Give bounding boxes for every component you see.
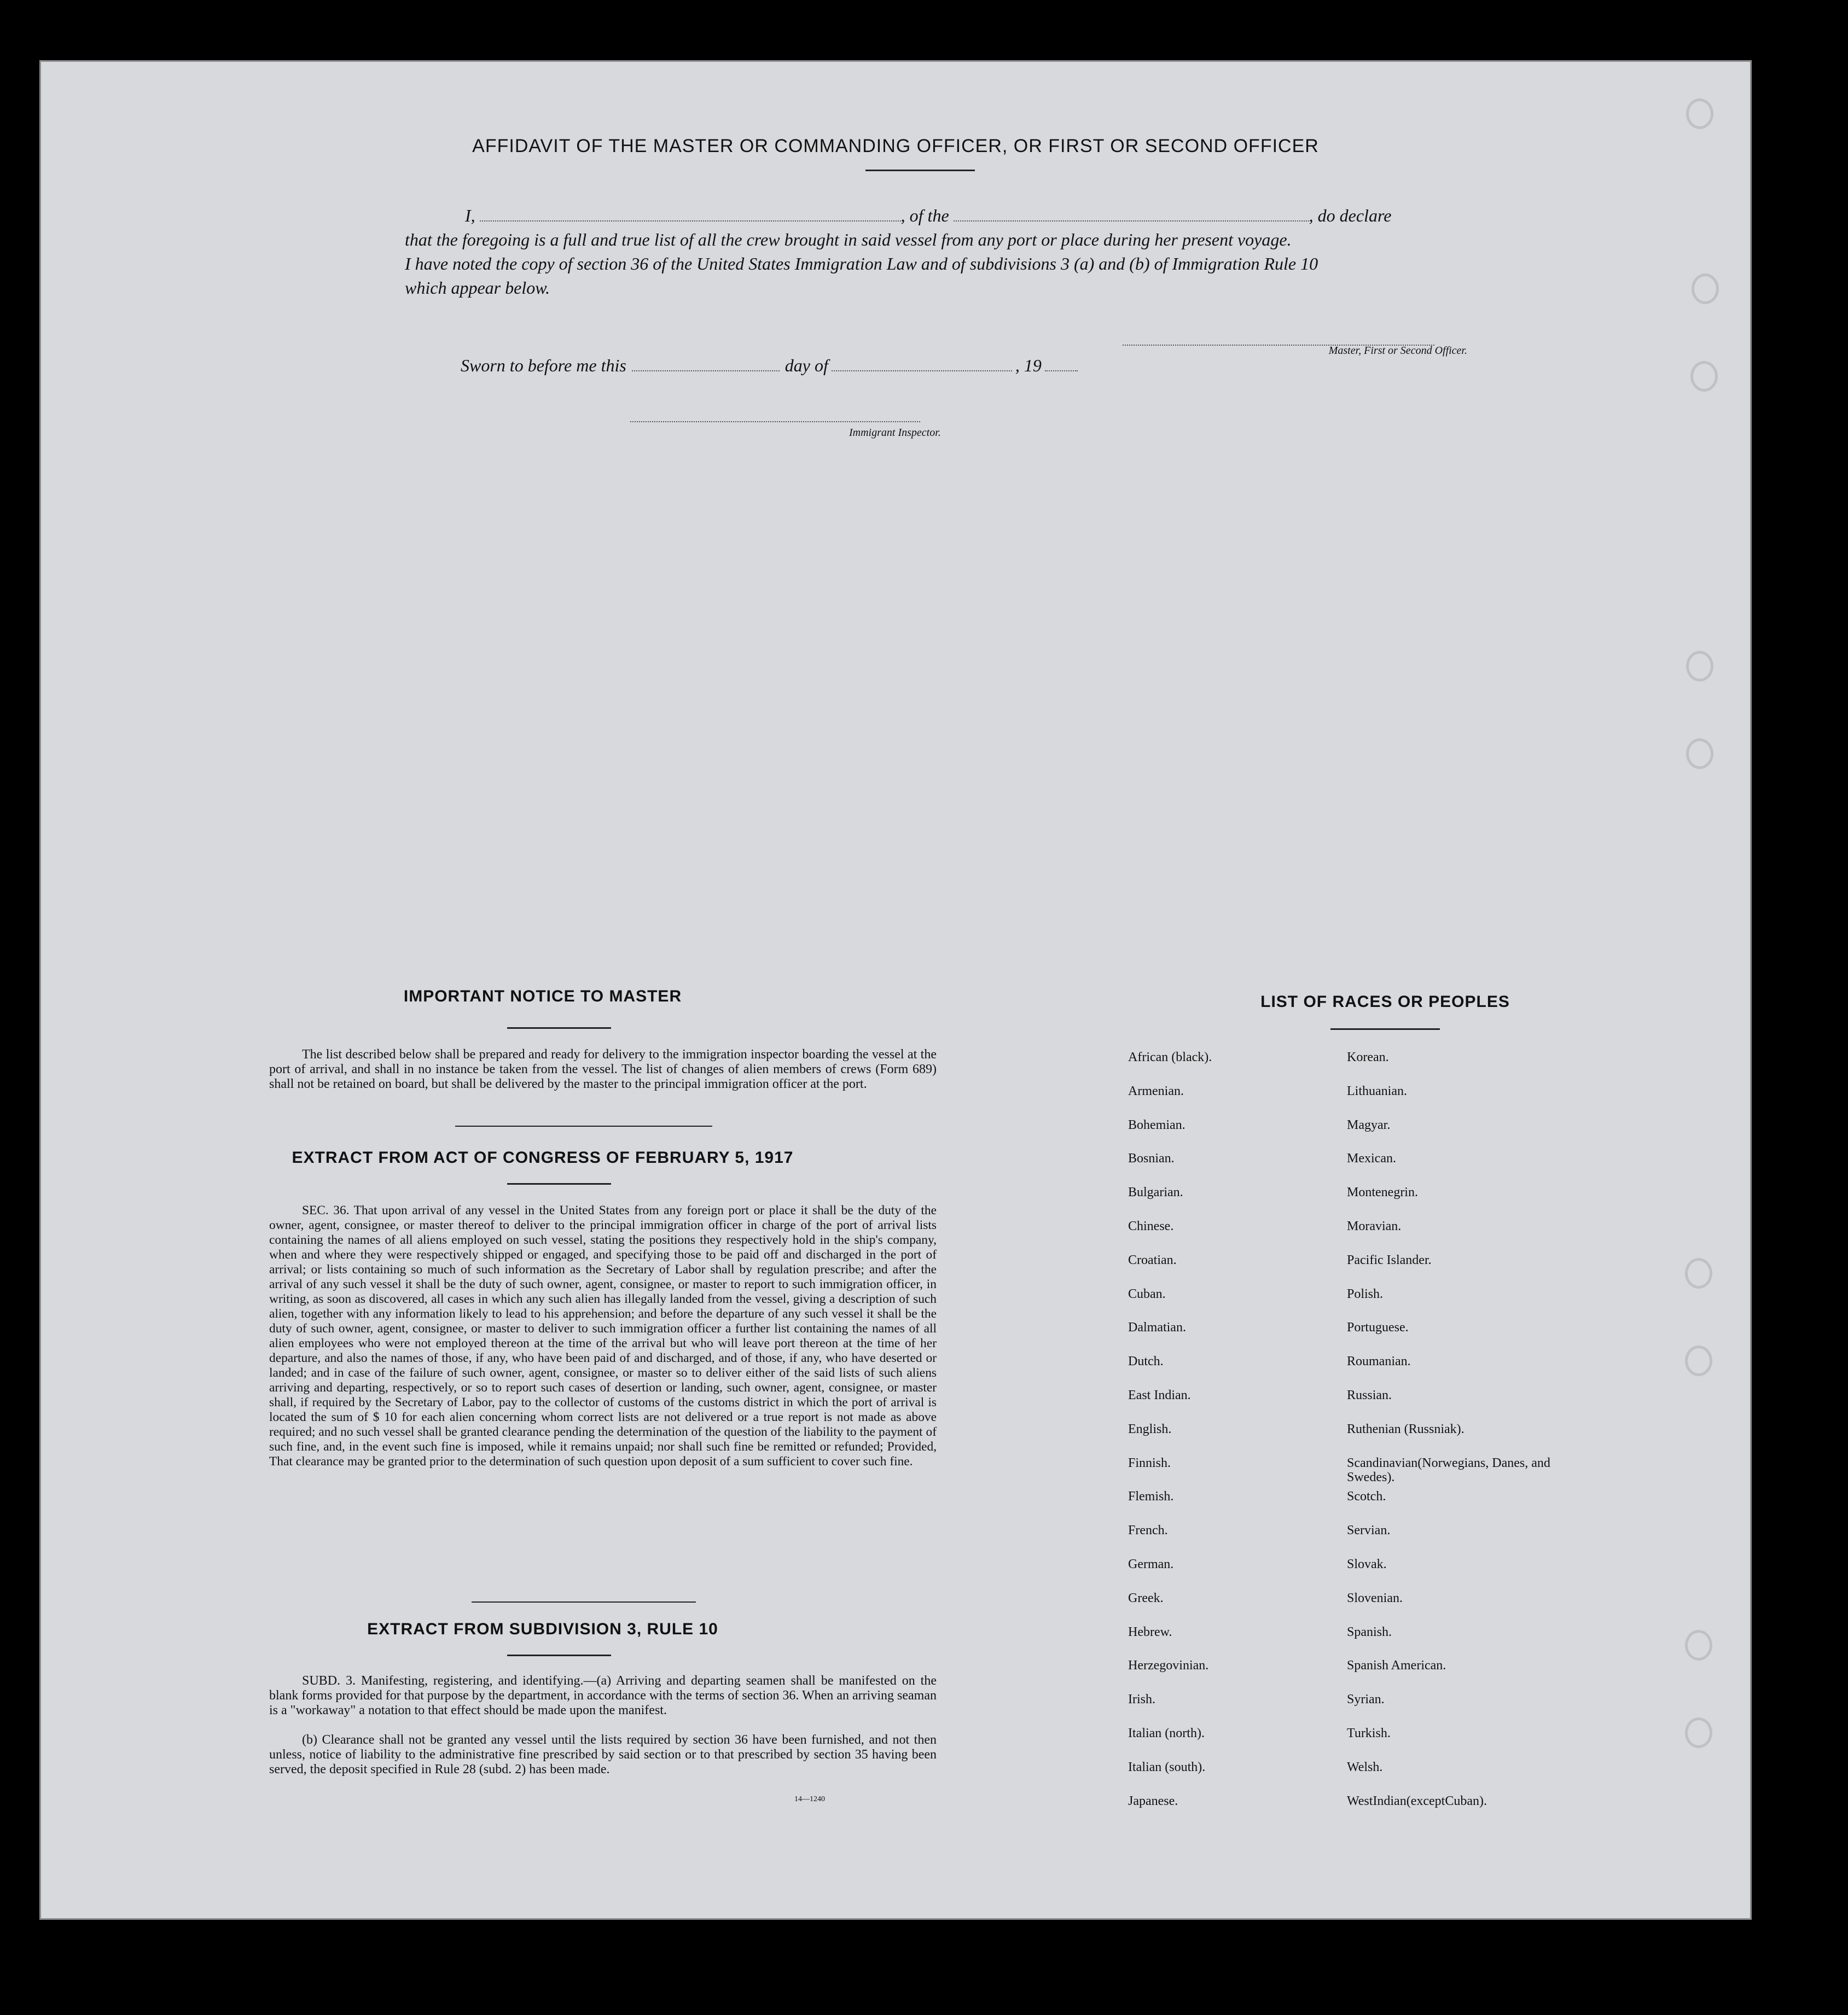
day-blank[interactable] [632, 356, 780, 371]
act-separator [472, 1601, 696, 1603]
race-item: Lithuanian. [1347, 1084, 1407, 1098]
name-blank[interactable] [480, 206, 901, 222]
race-item: Dutch. [1128, 1354, 1164, 1369]
race-item: Scotch. [1347, 1489, 1386, 1504]
vessel-blank[interactable] [954, 206, 1309, 222]
race-item: Croatian. [1128, 1253, 1177, 1267]
race-item: Magyar. [1347, 1117, 1391, 1132]
affidavit-line-4: which appear below. [405, 278, 550, 298]
binder-hole [1685, 1258, 1712, 1289]
race-item: English. [1128, 1422, 1172, 1436]
inspector-label: Immigrant Inspector. [849, 427, 941, 439]
race-item: Italian (north). [1128, 1726, 1205, 1740]
race-item: Slovenian. [1347, 1591, 1403, 1605]
notice-underline [507, 1027, 611, 1029]
binder-hole [1690, 361, 1718, 392]
binder-hole [1686, 738, 1713, 769]
races-column-1 [1128, 1050, 1336, 1827]
affidavit-line-1 [405, 203, 1477, 228]
race-item: WestIndian(exceptCuban). [1347, 1793, 1487, 1808]
race-item: Polish. [1347, 1286, 1384, 1301]
race-item: Spanish. [1347, 1624, 1392, 1639]
notice-title: IMPORTANT NOTICE TO MASTER [403, 987, 682, 1005]
race-item: Italian (south). [1128, 1760, 1206, 1774]
race-item: Bosnian. [1128, 1151, 1175, 1166]
inspector-signature-line[interactable] [630, 416, 920, 422]
race-item: Bohemian. [1128, 1117, 1185, 1132]
sworn-day-of: day of [784, 356, 828, 375]
document-page [39, 60, 1752, 1920]
race-item: Greek. [1128, 1591, 1164, 1605]
race-item: African (black). [1128, 1050, 1212, 1064]
race-item: Turkish. [1347, 1726, 1391, 1740]
race-item: German. [1128, 1557, 1174, 1571]
race-item: Hebrew. [1128, 1624, 1172, 1639]
act-extract-underline [507, 1183, 611, 1185]
rule-extract-title: EXTRACT FROM SUBDIVISION 3, RULE 10 [367, 1620, 718, 1638]
binder-hole [1686, 651, 1713, 682]
race-item: Syrian. [1347, 1692, 1385, 1707]
race-item: Servian. [1347, 1523, 1391, 1538]
race-item: Irish. [1128, 1692, 1155, 1707]
race-item: Dalmatian. [1128, 1320, 1186, 1335]
race-item: East Indian. [1128, 1388, 1191, 1402]
race-item: Ruthenian (Russniak). [1347, 1422, 1465, 1436]
race-item: Herzegovinian. [1128, 1658, 1209, 1673]
race-item: Mexican. [1347, 1151, 1396, 1166]
race-item: Spanish American. [1347, 1658, 1446, 1673]
race-item: Welsh. [1347, 1760, 1383, 1774]
race-item: Pacific Islander. [1347, 1253, 1432, 1267]
races-column-2 [1347, 1050, 1577, 1827]
race-item: Roumanian. [1347, 1354, 1411, 1369]
race-item: Moravian. [1347, 1219, 1402, 1233]
affidavit-of-the: , of the [900, 206, 949, 225]
race-item: Portuguese. [1347, 1320, 1409, 1335]
notice-separator [455, 1126, 712, 1127]
race-item: Cuban. [1128, 1286, 1166, 1301]
race-item: Japanese. [1128, 1793, 1178, 1808]
rule-extract-underline [507, 1655, 611, 1656]
race-item: Chinese. [1128, 1219, 1174, 1233]
rule-extract-text-a: SUBD. 3. Manifesting, registering, and identifying.—(a) Arriving and departing seamen shall be manifested on the blank forms provided for that purpose by the department, in accordance with the terms of section 36. When an arriving seaman is a "workaway" a notation to that effect should be made upon the manifest. [269, 1674, 937, 1717]
binder-hole [1686, 98, 1713, 129]
affidavit-i: I, [465, 206, 475, 225]
race-item: Korean. [1347, 1050, 1389, 1064]
races-underline [1330, 1028, 1440, 1030]
binder-hole [1692, 273, 1719, 304]
binder-hole [1685, 1630, 1712, 1661]
race-item: Bulgarian. [1128, 1185, 1183, 1200]
race-item: Flemish. [1128, 1489, 1174, 1504]
race-item: Scandinavian(Norwegians, Danes, and Swedes). [1347, 1455, 1550, 1484]
act-extract-title: EXTRACT FROM ACT OF CONGRESS OF FEBRUARY 5, 1917 [292, 1149, 794, 1167]
binder-hole [1685, 1346, 1712, 1376]
affidavit-declare: , do declare [1309, 206, 1392, 225]
sworn-line [461, 356, 1078, 376]
affidavit-title: AFFIDAVIT OF THE MASTER OR COMMANDING OFFICER, OR FIRST OR SECOND OFFICER [472, 136, 1319, 156]
signature-label: Master, First or Second Officer. [1328, 345, 1467, 357]
race-item: Montenegrin. [1347, 1185, 1418, 1200]
month-blank[interactable] [832, 356, 1012, 371]
race-item: Slovak. [1347, 1557, 1387, 1571]
title-underline [865, 170, 975, 171]
affidavit-line-2: that the foregoing is a full and true list of all the crew brought in said vessel from any port or place during her present voyage. [405, 230, 1292, 249]
race-item: French. [1128, 1523, 1168, 1538]
affidavit-body [405, 203, 1477, 300]
race-item: Finnish. [1128, 1455, 1171, 1470]
races-title: LIST OF RACES OR PEOPLES [1260, 993, 1510, 1011]
form-number: 14—1240 [794, 1795, 825, 1803]
affidavit-line-3: I have noted the copy of section 36 of the United States Immigration Law and of subdivisions 3 (a) and (b) of Immigration Rule 10 [405, 254, 1318, 273]
rule-extract-text-b: (b) Clearance shall not be granted any vessel until the lists required by section 36 have been furnished, and not then unless, notice of liability to the administrative fine prescribed by said section or to that prescribed by section 35 having been served, the deposit specified in Rule 28 (subd. 2) has been made. [269, 1733, 937, 1777]
year-blank[interactable] [1045, 356, 1078, 371]
notice-text: The list described below shall be prepared and ready for delivery to the immigration inspector boarding the vessel at the port of arrival, and shall in no instance be taken from the vessel. The list of changes of alien members of crews (Form 689) shall not be retained on board, but shall be delivered by the master to the principal immigration officer at the port. [269, 1047, 937, 1091]
act-extract-text: SEC. 36. That upon arrival of any vessel in the United States from any foreign port or place it shall be the duty of the owner, agent, consignee, or master thereof to deliver to the principal immigration officer in charge of the port of arrival lists containing the names of all aliens employed on such vessel, stating the positions they respectively hold in the ship's company, when and where they were respectively shipped or engaged, and specifying those to be paid off and discharged in the port of arrival; or lists containing so much of such information as the Secretary of Labor shall by regulation prescribe; and after the arrival of any such vessel it shall be the duty of such owner, agent, consignee, or master to report to such immigration officer, in writing, as soon as discovered, all cases in which any such alien has illegally landed from the vessel, giving a description of such alien, together with any information likely to lead to his apprehension; and before the departure of any such vessel it shall be the duty of such owner, agent, consignee, or master to deliver to such immigration officer a further list containing the names of all alien employees who were not employed thereon at the time of the arrival but who will leave port thereon at the time of her departure, and also the names of those, if any, who have been paid of and discharged, and of those, if any, who have deserted or landed; and in case of the failure of such owner, agent, consignee, or master so to deliver either of the said lists of such aliens arriving and departing, respectively, or so to report such cases of desertion or landing, such owner, agent, consignee, or master shall, if required by the Secretary of Labor, pay to the collector of customs of the customs district in which the port of arrival is located the sum of $ 10 for each alien concerning whom correct lists are not delivered or a true report is not made as above required; and no such vessel shall be granted clearance pending the determination of the question of the liability to the payment of such fine, and, in the event such fine is imposed, while it remains unpaid; nor shall such fine be remitted or refunded; Provided, That clearance may be granted prior to the determination of such question upon deposit of a sum sufficient to cover such fine. [269, 1203, 937, 1469]
race-item: Russian. [1347, 1388, 1392, 1402]
sworn-year: , 19 [1015, 356, 1042, 375]
binder-hole [1685, 1717, 1712, 1748]
race-item: Armenian. [1128, 1084, 1184, 1098]
sworn-label: Sworn to before me this [461, 356, 626, 375]
